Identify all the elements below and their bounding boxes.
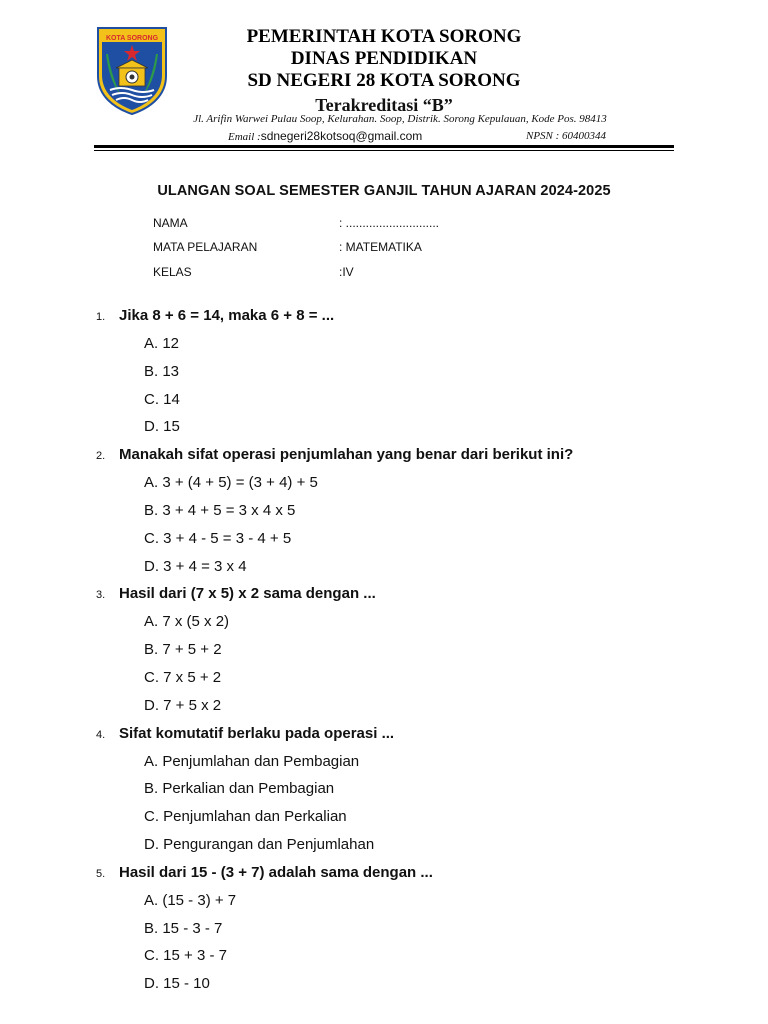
question-text: Hasil dari 15 - (3 + 7) adalah sama dengan ...	[119, 863, 433, 881]
option-text: D. 15 - 10	[144, 975, 210, 993]
option-text: C. 15 + 3 - 7	[144, 947, 227, 965]
question-number: 5.	[96, 867, 106, 880]
question-line	[0, 723, 768, 751]
option-text: C. 3 + 4 - 5 = 3 - 4 + 5	[144, 529, 292, 547]
letterhead-divider-thick	[94, 145, 674, 148]
info-label: NAMA	[153, 216, 188, 230]
question-text: Manakah sifat operasi penjumlahan yang benar dari berikut ini?	[119, 446, 574, 464]
option	[0, 389, 768, 417]
option	[0, 500, 768, 528]
option	[0, 806, 768, 834]
option	[0, 472, 768, 500]
school-address: Jl. Arifin Warwei Pulau Soop, Kelurahan. Soop, Distrik. Sorong Kepulauan, Kode Pos. 98413	[193, 113, 607, 125]
question-line	[0, 305, 768, 333]
question-number: 4.	[96, 728, 106, 741]
option	[0, 416, 768, 444]
question-4	[0, 723, 768, 862]
option	[0, 778, 768, 806]
option-text: A. 7 x (5 x 2)	[144, 613, 230, 631]
question-text: Jika 8 + 6 = 14, maka 6 + 8 = ...	[119, 307, 335, 324]
kota-sorong-crest	[92, 24, 172, 116]
email-address: sdnegeri28kotsoq@gmail.com	[260, 129, 423, 143]
info-label: MATA PELAJARAN	[153, 240, 258, 254]
question-line	[0, 862, 768, 890]
option-text: A. 12	[144, 335, 180, 352]
option-text: C. Penjumlahan dan Perkalian	[144, 808, 347, 826]
question-list	[0, 305, 768, 1001]
option	[0, 695, 768, 723]
option	[0, 556, 768, 584]
option-text: B. 15 - 3 - 7	[144, 919, 223, 937]
question-text: Sifat komutatif berlaku pada operasi ...	[119, 724, 395, 742]
option-text: A. Penjumlahan dan Pembagian	[144, 752, 360, 770]
question-line	[0, 583, 768, 611]
question-2	[0, 444, 768, 583]
svg-text:KOTA SORONG: KOTA SORONG	[105, 35, 159, 42]
accreditation-text: Terakreditasi “B”	[315, 95, 453, 115]
npsn-number: NPSN : 60400344	[526, 130, 607, 142]
question-number: 2.	[96, 450, 106, 463]
letterhead-title	[176, 26, 592, 92]
info-value: : MATEMATIKA	[339, 240, 422, 254]
option	[0, 611, 768, 639]
option-text: D. 3 + 4 = 3 x 4	[144, 557, 247, 575]
letterhead-divider-thin	[94, 150, 674, 151]
option-text: B. 3 + 4 + 5 = 3 x 4 x 5	[144, 501, 296, 519]
option	[0, 751, 768, 779]
option	[0, 361, 768, 389]
question-line	[0, 444, 768, 472]
option-text: A. (15 - 3) + 7	[144, 891, 237, 909]
question-text: Hasil dari (7 x 5) x 2 sama dengan ...	[119, 585, 376, 603]
option-text: D. 7 + 5 x 2	[144, 696, 222, 714]
option	[0, 639, 768, 667]
option	[0, 890, 768, 918]
option	[0, 973, 768, 1001]
government-name: PEMERINTAH KOTA SORONG	[246, 26, 522, 47]
option	[0, 667, 768, 695]
info-value: :IV	[339, 265, 354, 279]
question-number: 1.	[96, 311, 106, 323]
email-row	[228, 128, 422, 145]
option-text: B. 7 + 5 + 2	[144, 641, 222, 659]
option-text: D. 15	[144, 418, 180, 436]
option-text: B. 13	[144, 362, 180, 380]
info-label: KELAS	[153, 265, 192, 279]
info-value: : ............................	[339, 216, 440, 230]
option	[0, 834, 768, 862]
question-5	[0, 862, 768, 1001]
option-text: C. 7 x 5 + 2	[144, 668, 222, 686]
email-label: Email :	[228, 131, 261, 143]
department-name: DINAS PENDIDIKAN	[290, 48, 478, 69]
option-text: C. 14	[144, 390, 180, 408]
option-text: B. Perkalian dan Pembagian	[144, 780, 335, 798]
question-1	[0, 305, 768, 444]
question-number: 3.	[96, 589, 106, 602]
option	[0, 945, 768, 973]
option	[0, 528, 768, 556]
option	[0, 918, 768, 946]
option-text: D. Pengurangan dan Penjumlahan	[144, 835, 375, 853]
question-3	[0, 583, 768, 722]
school-name: SD NEGERI 28 KOTA SORONG	[247, 70, 521, 91]
option-text: A. 3 + (4 + 5) = (3 + 4) + 5	[144, 474, 318, 492]
option	[0, 333, 768, 361]
exam-title: ULANGAN SOAL SEMESTER GANJIL TAHUN AJARAN 2024-2025	[157, 183, 611, 199]
